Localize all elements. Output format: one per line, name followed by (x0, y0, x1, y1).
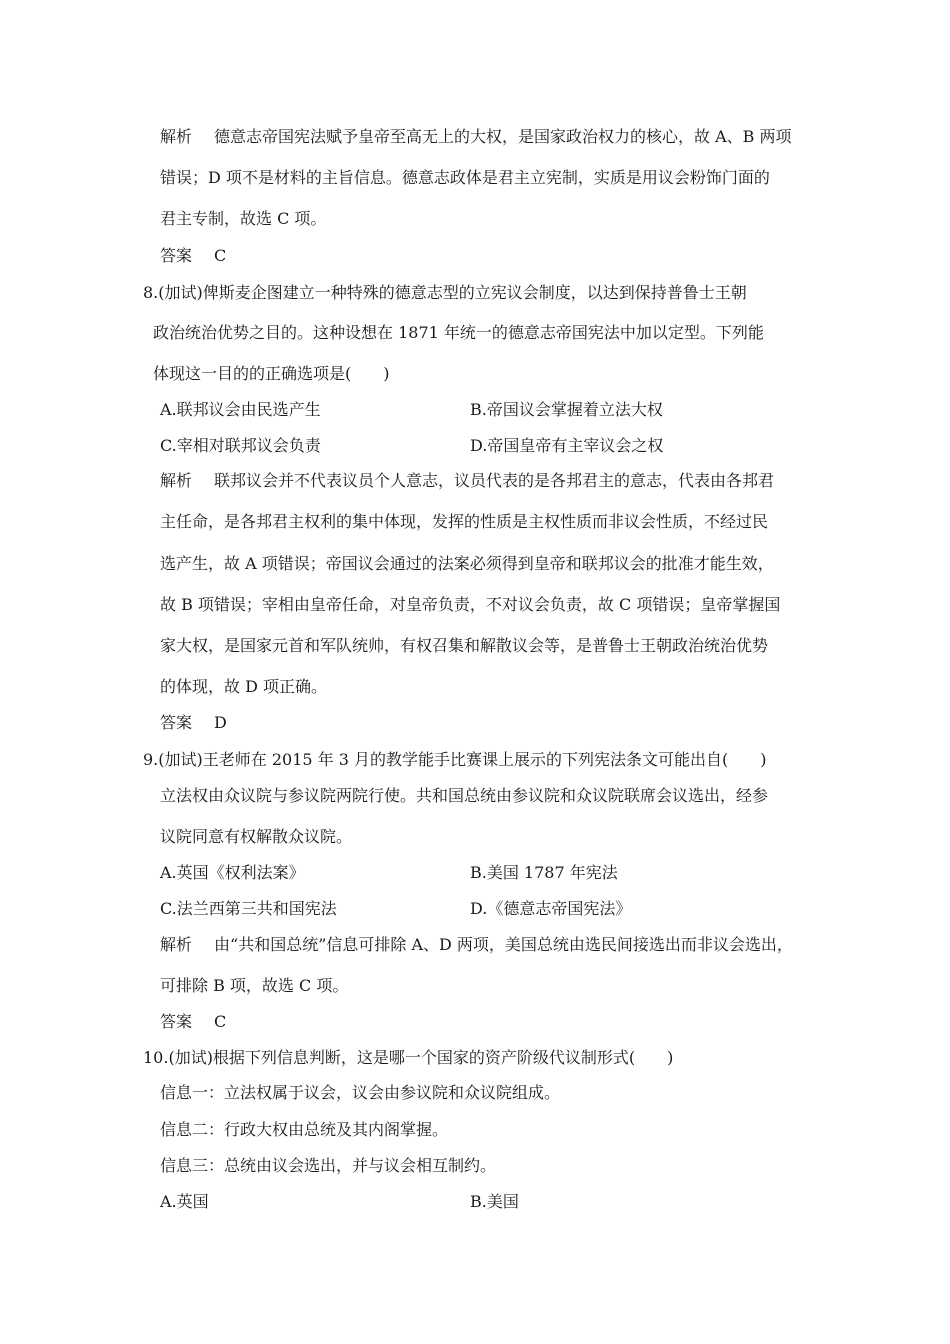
q8-option-c: C.宰相对联邦议会负责 (160, 436, 321, 455)
q9-option-c: C.法兰西第三共和国宪法 (160, 899, 337, 918)
q8-answer-label: 答案 (160, 713, 193, 732)
q8-analysis-line-4: 故 B 项错误；宰相由皇帝任命，对皇帝负责，不对议会负责，故 C 项错误；皇帝掌握国 (160, 595, 781, 614)
q7-analysis-line-3: 君主专制，故选 C 项。 (160, 209, 327, 228)
q8-analysis-text-1: 联邦议会并不代表议员个人意志，议员代表的是各邦君主的意志，代表由各邦君 (214, 471, 775, 490)
q8-stem-line-3: 体现这一目的的正确选项是( ) (153, 364, 390, 383)
q9-answer (160, 1012, 226, 1032)
q8-stem-line-1: 8.(加试)俾斯麦企图建立一种特殊的德意志型的立宪议会制度，以达到保持普鲁士王朝 (143, 283, 747, 302)
q7-analysis-text-1: 德意志帝国宪法赋予皇帝至高无上的大权，是国家政治权力的核心，故 A、B 两项 (214, 127, 792, 146)
q10-option-b: B.美国 (470, 1192, 519, 1211)
q9-option-a: A.英国《权利法案》 (160, 863, 305, 882)
q10-info-2: 信息二：行政大权由总统及其内阁掌握。 (160, 1120, 449, 1139)
q9-answer-label: 答案 (160, 1012, 193, 1031)
q8-analysis-line-3: 选产生，故 A 项错误；帝国议会通过的法案必须得到皇帝和联邦议会的批准才能生效， (160, 554, 774, 573)
q9-analysis-label: 解析 (160, 935, 193, 954)
q10-stem-line-1: 10.(加试)根据下列信息判断，这是哪一个国家的资产阶级代议制形式( ) (143, 1048, 674, 1067)
q10-option-a: A.英国 (160, 1192, 209, 1211)
q8-answer (160, 713, 227, 733)
q9-option-b: B.美国 1787 年宪法 (470, 863, 618, 882)
q9-answer-value: C (214, 1012, 227, 1031)
q8-analysis-line-1 (160, 471, 774, 491)
q7-analysis-line-1 (160, 127, 792, 147)
q9-option-d: D.《德意志帝国宪法》 (470, 899, 632, 918)
q9-stem-line-2: 立法权由众议院与参议院两院行使。共和国总统由参议院和众议院联席会议选出，经参 (160, 786, 769, 805)
q8-analysis-line-2: 主任命，是各邦君主权利的集中体现，发挥的性质是主权性质而非议会性质，不经过民 (160, 512, 769, 531)
q10-info-3: 信息三：总统由议会选出，并与议会相互制约。 (160, 1156, 497, 1175)
q8-stem-line-2: 政治统治优势之目的。这种设想在 1871 年统一的德意志帝国宪法中加以定型。下列能 (153, 323, 764, 342)
q7-analysis-line-2: 错误；D 项不是材料的主旨信息。德意志政体是君主立宪制，实质是用议会粉饰门面的 (160, 168, 770, 187)
q8-option-b: B.帝国议会掌握着立法大权 (470, 400, 663, 419)
q9-analysis-text-1: 由“共和国总统”信息可排除 A、D 两项，美国总统由选民间接选出而非议会选出， (214, 935, 793, 954)
q8-option-d: D.帝国皇帝有主宰议会之权 (470, 436, 664, 455)
q7-answer (160, 246, 226, 266)
q9-stem-line-1: 9.(加试)王老师在 2015 年 3 月的教学能手比赛课上展示的下列宪法条文可能出自( ) (143, 750, 767, 769)
q7-analysis-label: 解析 (160, 127, 193, 146)
q8-analysis-line-6: 的体现，故 D 项正确。 (160, 677, 328, 696)
q10-info-1: 信息一：立法权属于议会，议会由参议院和众议院组成。 (160, 1083, 561, 1102)
q8-analysis-line-5: 家大权，是国家元首和军队统帅，有权召集和解散议会等，是普鲁士王朝政治统治优势 (160, 636, 769, 655)
q9-analysis-line-1 (160, 935, 793, 955)
q8-analysis-label: 解析 (160, 471, 193, 490)
q7-answer-value: C (214, 246, 227, 265)
q8-option-a: A.联邦议会由民选产生 (160, 400, 321, 419)
q9-analysis-line-2: 可排除 B 项，故选 C 项。 (160, 976, 349, 995)
q8-answer-value: D (214, 713, 227, 732)
q7-answer-label: 答案 (160, 246, 193, 265)
q9-stem-line-3: 议院同意有权解散众议院。 (160, 827, 353, 846)
